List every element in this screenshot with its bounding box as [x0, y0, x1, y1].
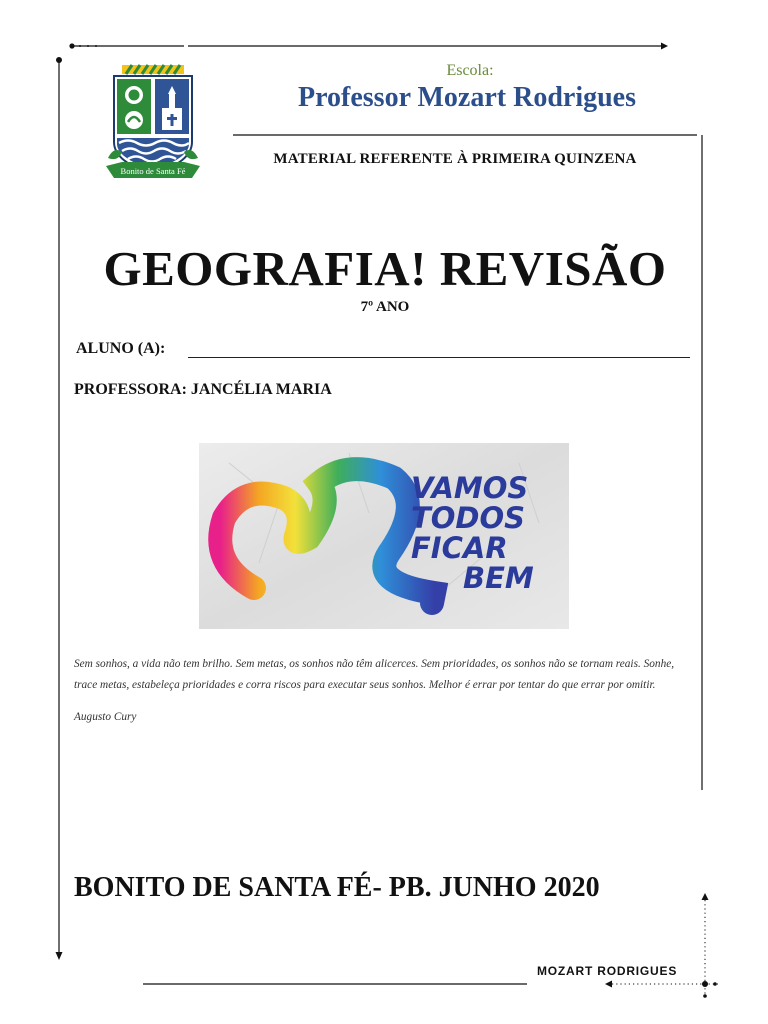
school-crest-logo: [100, 62, 208, 186]
student-name-blank-line: [188, 357, 690, 358]
school-name: Professor Mozart Rodrigues: [298, 82, 636, 113]
document-title: GEOGRAFIA! REVISÃO: [103, 241, 667, 296]
material-reference-line: MATERIAL REFERENTE À PRIMEIRA QUINZENA: [273, 151, 637, 167]
banner-line-2: TODOS: [411, 501, 526, 535]
student-label: ALUNO (A):: [76, 340, 166, 357]
motivational-quote: Sem sonhos, a vida não tem brilho. Sem metas, os sonhos não têm alicerces. Sem prioridades, os sonhos não se tornam reais. Sonhe, trace metas, estabeleça prioridades e corra riscos para executar seus sonhos. Melhor é errar por tentar do que errar por omitir.: [74, 658, 675, 691]
banner-line-1: VAMOS: [411, 471, 529, 505]
quote-author: Augusto Cury: [74, 711, 137, 723]
school-label: Escola:: [446, 62, 494, 79]
vamos-todos-ficar-bem-banner: [199, 443, 569, 629]
grade-label: 7º ANO: [360, 299, 410, 315]
footer-city-date: BONITO DE SANTA FÉ- PB. JUNHO 2020: [74, 872, 600, 903]
banner-line-4: BEM: [463, 561, 534, 595]
banner-line-3: FICAR: [411, 531, 508, 565]
footer-brand: MOZART RODRIGUES: [537, 964, 678, 978]
crest-ribbon-text: Bonito de Santa Fé: [120, 166, 186, 176]
teacher-line: PROFESSORA: JANCÉLIA MARIA: [74, 381, 332, 398]
